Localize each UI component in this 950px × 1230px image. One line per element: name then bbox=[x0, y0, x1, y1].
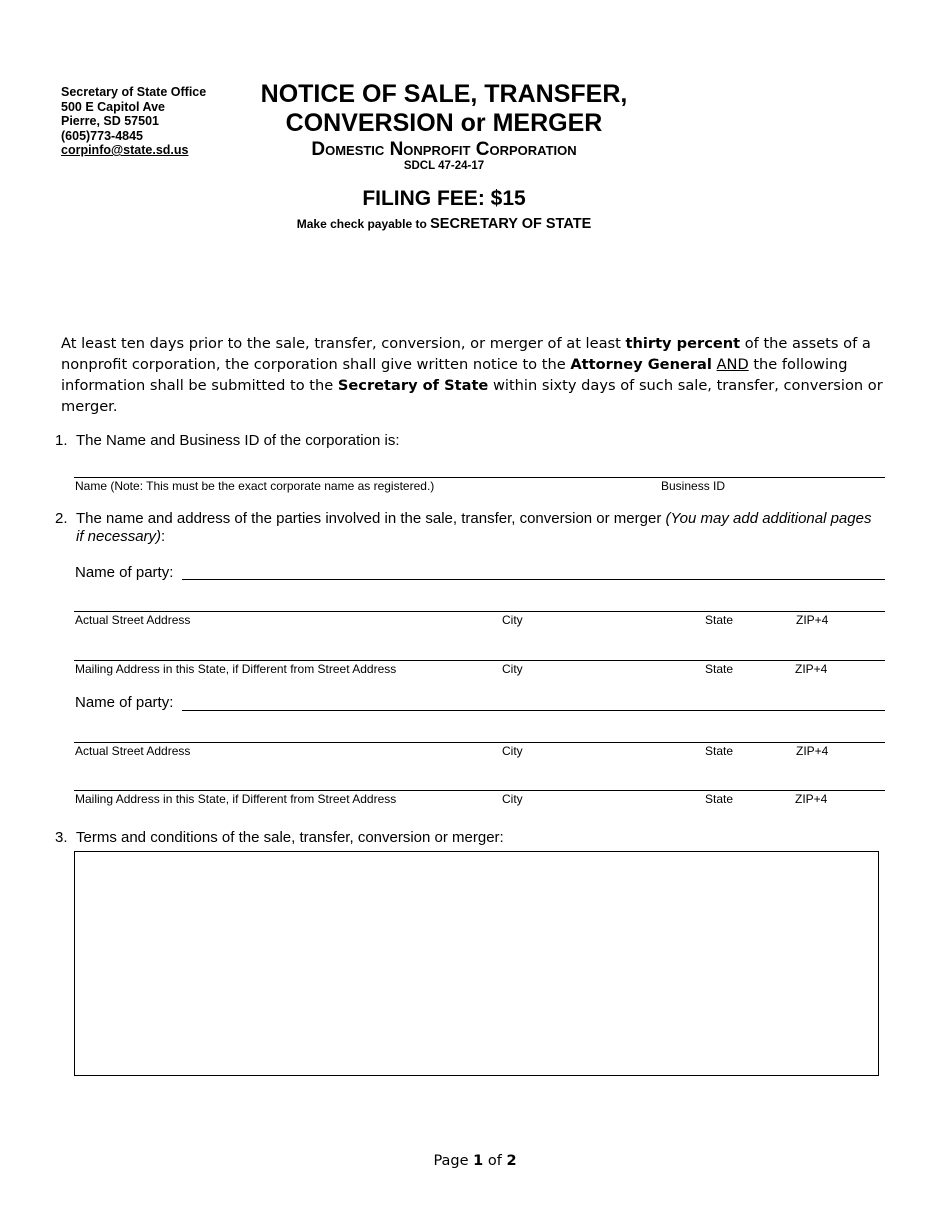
party-2-street-label: Actual Street Address bbox=[75, 744, 191, 758]
section-2-colon: : bbox=[161, 528, 166, 545]
corporation-name-field[interactable] bbox=[74, 477, 885, 478]
party-2-street-field[interactable] bbox=[74, 742, 885, 743]
party-2-mailing-field[interactable] bbox=[74, 790, 885, 791]
party-2-name-label: Name of party: bbox=[75, 694, 174, 711]
filing-fee: FILING FEE: $15 bbox=[362, 187, 526, 210]
party-2-mailing-state-label: State bbox=[705, 792, 734, 806]
office-city: Pierre, SD 57501 bbox=[61, 114, 159, 128]
intro-paragraph bbox=[61, 333, 891, 417]
party-1-mailing-zip-label: ZIP+4 bbox=[795, 662, 828, 676]
intro-underline-and: AND bbox=[716, 356, 749, 373]
party-1-mailing-field[interactable] bbox=[74, 660, 885, 661]
payable-to: SECRETARY OF STATE bbox=[430, 216, 592, 232]
section-3-text: Terms and conditions of the sale, transfer, conversion or merger: bbox=[76, 829, 504, 846]
intro-text: of the assets of a nonprofit corporation, the corporation shall give written notice to the bbox=[61, 335, 871, 373]
office-street: 500 E Capitol Ave bbox=[61, 99, 165, 114]
party-1-street-zip-label: ZIP+4 bbox=[796, 613, 829, 627]
terms-conditions-textarea[interactable] bbox=[74, 851, 879, 1076]
office-phone: (605)773-4845 bbox=[61, 128, 144, 143]
corporation-name-label: Name (Note: This must be the exact corporate name as registered.) bbox=[75, 479, 435, 493]
party-1-name-label: Name of party: bbox=[75, 564, 174, 581]
party-1-street-label: Actual Street Address bbox=[75, 613, 191, 627]
payable-line bbox=[0, 216, 888, 232]
party-2-mailing-city-label: City bbox=[502, 792, 523, 806]
page-number bbox=[0, 1153, 950, 1169]
party-1-mailing-state-label: State bbox=[705, 662, 734, 676]
section-2-main-text: The name and address of the parties involved in the sale, transfer, conversion or merger bbox=[76, 510, 666, 527]
section-1-number: 1. bbox=[55, 432, 68, 449]
intro-text: the following information shall be submitted to the bbox=[61, 356, 848, 394]
party-2-mailing-zip-label: ZIP+4 bbox=[795, 792, 828, 806]
statute-reference: SDCL 47-24-17 bbox=[403, 160, 485, 172]
office-name: Secretary of State Office bbox=[61, 85, 207, 99]
party-2-street-city-label: City bbox=[502, 744, 523, 758]
intro-bold-thirty-percent: thirty percent bbox=[625, 335, 741, 352]
party-1-street-state-label: State bbox=[705, 613, 734, 627]
party-1-mailing-label: Mailing Address in this State, if Different from Street Address bbox=[75, 662, 397, 676]
intro-bold-secretary-of-state: Secretary of State bbox=[337, 377, 489, 394]
party-2-mailing-label: Mailing Address in this State, if Different from Street Address bbox=[75, 792, 397, 806]
party-2-street-state-label: State bbox=[705, 744, 734, 758]
business-id-label: Business ID bbox=[661, 479, 726, 493]
section-2-number: 2. bbox=[55, 510, 68, 527]
party-1-street-city-label: City bbox=[502, 613, 523, 627]
office-email-link[interactable]: corpinfo@state.sd.us bbox=[61, 143, 189, 157]
page-current: 1 bbox=[473, 1153, 484, 1169]
section-3-number: 3. bbox=[55, 829, 68, 846]
form-title-line2: CONVERSION or MERGER bbox=[285, 109, 603, 137]
party-2-street-zip-label: ZIP+4 bbox=[796, 744, 829, 758]
intro-text: within sixty days of such sale, transfer, conversion or merger. bbox=[61, 377, 883, 415]
party-1-mailing-city-label: City bbox=[502, 662, 523, 676]
page-of: of bbox=[483, 1153, 507, 1169]
section-1-text: The Name and Business ID of the corporation is: bbox=[76, 432, 400, 449]
party-2-name-field[interactable] bbox=[182, 710, 885, 711]
form-subtitle: Domestic Nonprofit Corporation bbox=[311, 139, 577, 160]
party-1-street-field[interactable] bbox=[74, 611, 885, 612]
form-title-line1: NOTICE OF SALE, TRANSFER, bbox=[260, 80, 628, 108]
intro-text: At least ten days prior to the sale, transfer, conversion, or merger of at least bbox=[61, 335, 626, 352]
section-2-text bbox=[76, 510, 876, 546]
party-1-name-field[interactable] bbox=[182, 579, 885, 580]
section-2-question bbox=[55, 510, 895, 550]
page-total: 2 bbox=[506, 1153, 517, 1169]
payable-prefix: Make check payable to bbox=[296, 217, 427, 231]
page-prefix: Page bbox=[433, 1153, 474, 1169]
section-2-italic-note: (You may add additional pages if necessary) bbox=[76, 510, 872, 545]
intro-bold-attorney-general: Attorney General bbox=[570, 356, 712, 373]
